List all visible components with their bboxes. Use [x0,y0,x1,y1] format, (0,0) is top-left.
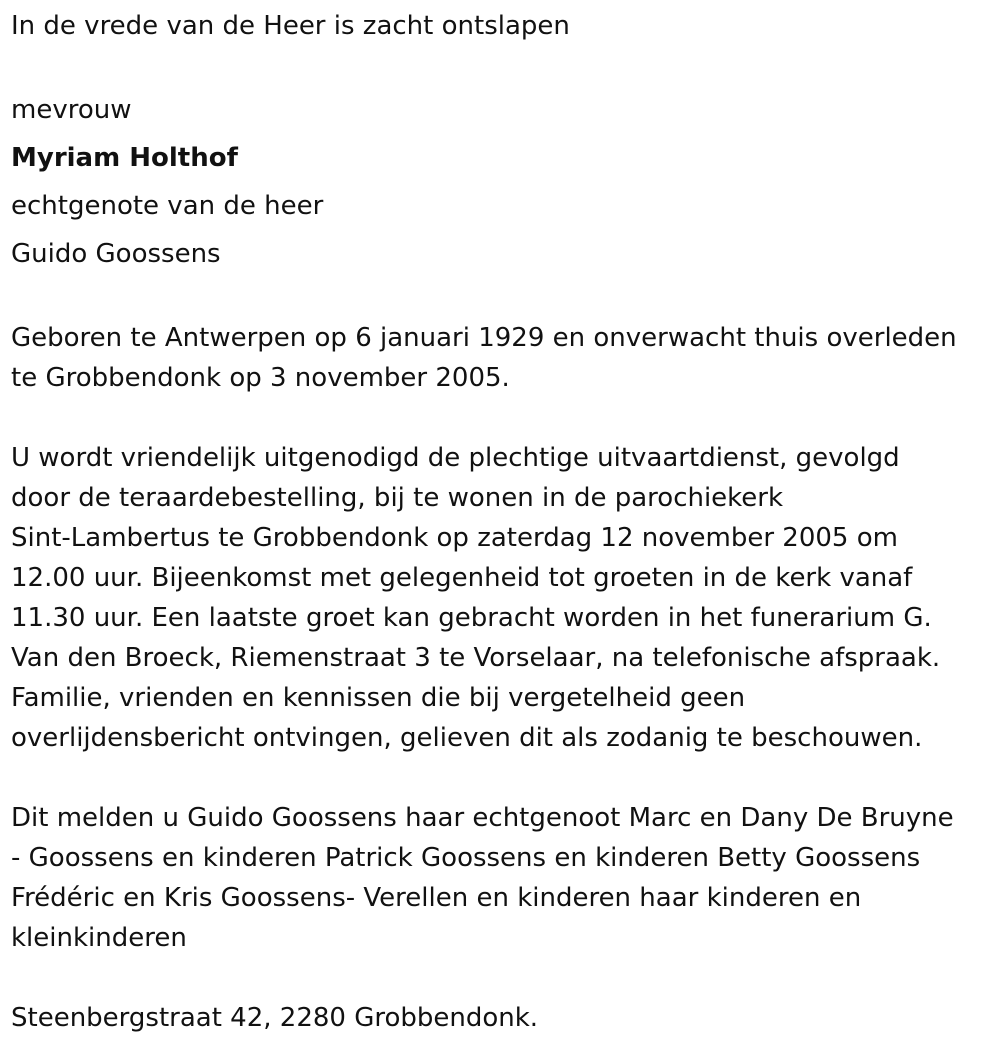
service-line: door de teraardebestelling, bij te wonen in de parochiekerk [11,483,784,513]
family-line: Frédéric en Kris Goossens- Verellen en kinderen haar kinderen en [11,883,862,913]
birth-line: te Grobbendonk op 3 november 2005. [11,363,510,393]
family-line: Dit melden u Guido Goossens haar echtgenoot Marc en Dany De Bruyne [11,803,954,833]
service-line: Sint-Lambertus te Grobbendonk op zaterdag 12 november 2005 om [11,523,898,553]
service-line: 11.30 uur. Een laatste groet kan gebracht worden in het funerarium G. [11,603,932,633]
spouse-name: Guido Goossens [11,239,221,269]
service-line: 12.00 uur. Bijeenkomst met gelegenheid tot groeten in de kerk vanaf [11,563,913,593]
birth-death-paragraph [11,318,991,398]
death-notice [11,6,991,1038]
title-text: mevrouw [11,95,132,125]
deceased-name: Myriam Holthof [11,143,238,173]
intro-text: In de vrede van de Heer is zacht ontslapen [11,11,570,41]
service-line: Van den Broeck, Riemenstraat 3 te Vorselaar, na telefonische afspraak. [11,643,941,673]
service-line: overlijdensbericht ontvingen, gelieven dit als zodanig te beschouwen. [11,723,923,753]
relation-text: echtgenote van de heer [11,191,324,221]
family-line: - Goossens en kinderen Patrick Goossens en kinderen Betty Goossens [11,843,921,873]
family-paragraph [11,798,991,958]
family-line: kleinkinderen [11,923,187,953]
service-line: U wordt vriendelijk uitgenodigd de plechtige uitvaartdienst, gevolgd [11,443,900,473]
service-line: Familie, vrienden en kennissen die bij vergetelheid geen [11,683,746,713]
address-text: Steenbergstraat 42, 2280 Grobbendonk. [11,1003,539,1033]
service-paragraph [11,438,991,758]
birth-line: Geboren te Antwerpen op 6 januari 1929 en onverwacht thuis overleden [11,323,957,353]
